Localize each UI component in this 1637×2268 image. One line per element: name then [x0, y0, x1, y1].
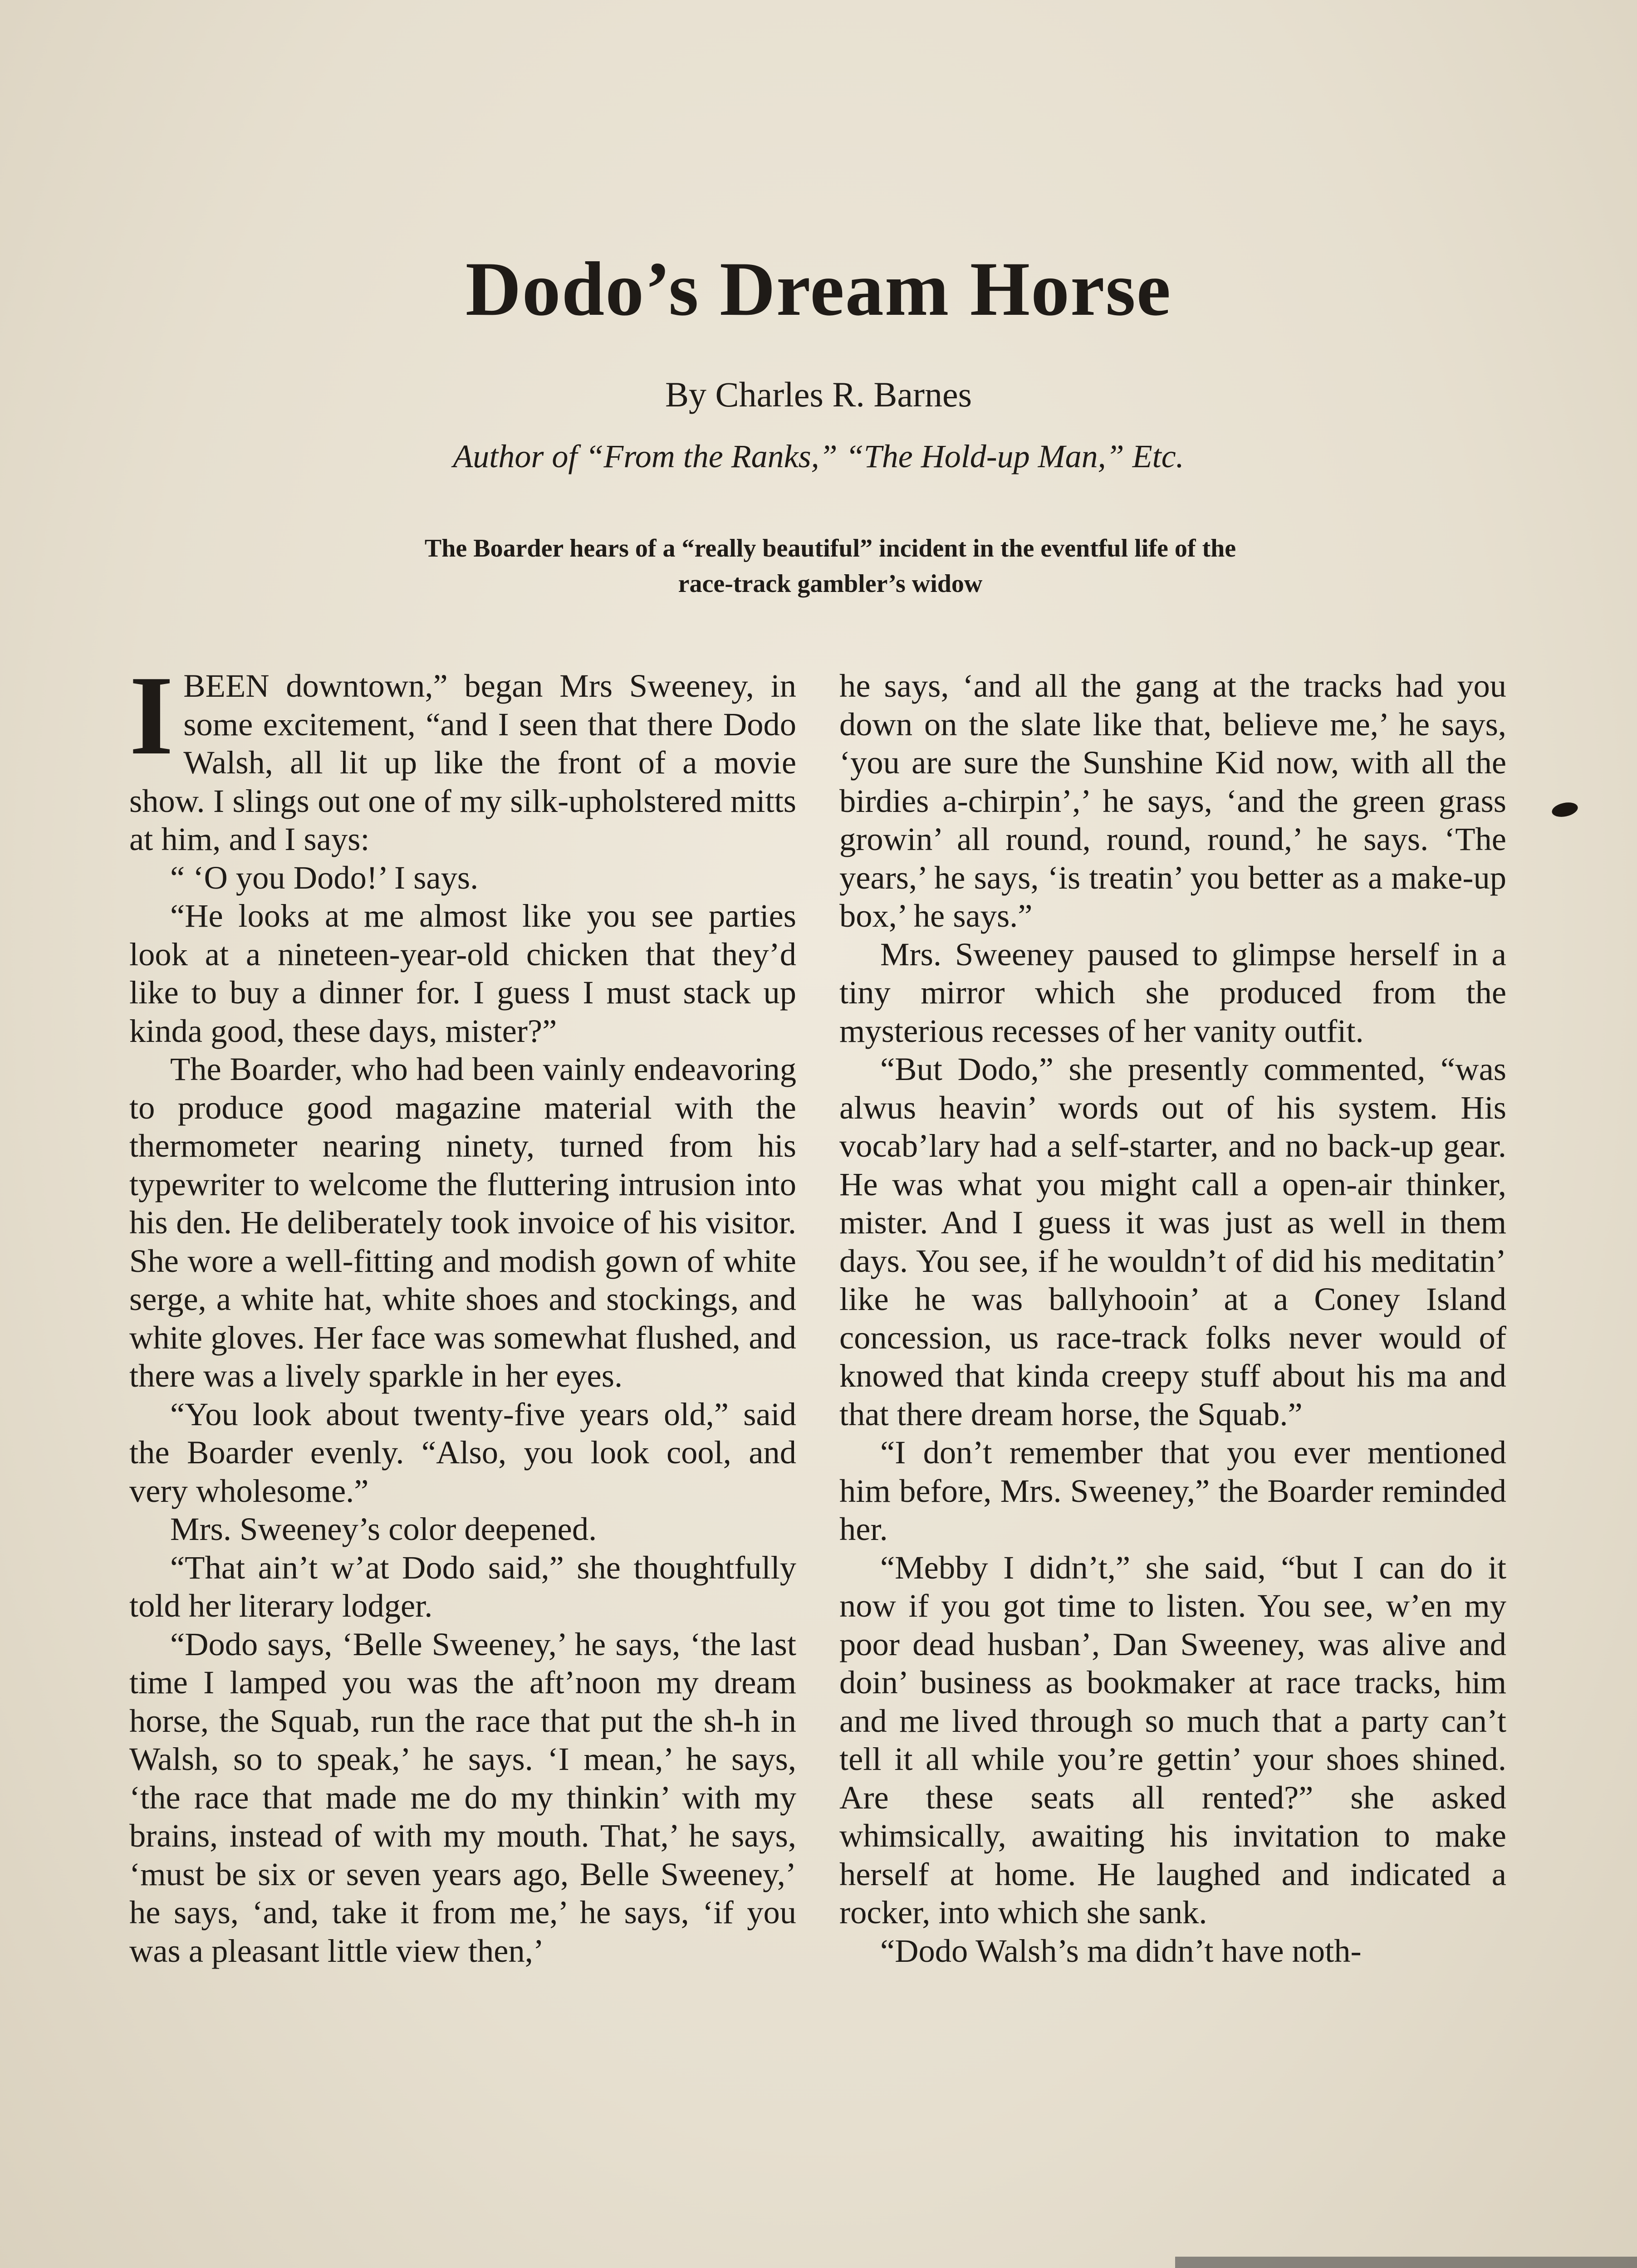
paragraph: The Boarder, who had been vainly endeavoring to produce good magazine material with the thermometer nearing ninety, turned from his typewriter to welcome the fluttering intrusion into his den. He deliberately took invoice of his visitor. She wore a well-fitting and modish gown of white serge, a white hat, white shoes and stockings, and white gloves. Her face was somewhat flushed, and there was a lively sparkle in her eyes. [129, 1051, 796, 1394]
paragraph: Mrs. Sweeney’s color deepened. [170, 1510, 597, 1547]
opening-paragraph-text: BEEN downtown,” began Mrs Sweeney, in some excitement, “and I seen that there Dodo Walsh, all lit up like the front of a movie show. I slings out one of my silk-upholstered mitts at him, and I says: [129, 667, 796, 857]
paragraph: “ ‘O you Dodo!’ I says. [170, 859, 479, 896]
continued-paragraph: he says, ‘and all the gang at the tracks had you down on the slate like that, believe me,’ he says, ‘you are sure the Sunshine Kid now, with all the birdies a-chirpin’,’ he says, ‘and the green grass growin’ all round, round, round,’ he says. ‘The years,’ he says, ‘is treatin’ you better as a make-up box,’ he says.” [839, 667, 1506, 934]
right-column [839, 667, 1506, 1970]
paragraph: “Dodo says, ‘Belle Sweeney,’ he says, ‘the last time I lamped you was the aft’noon my dream horse, the Squab, run the race that put the sh-h in Walsh, so to speak,’ he says. ‘I mean,’ he says, ‘the race that made me do my thinkin’ with my brains, instead of with my mouth. That,’ he says, ‘must be six or seven years ago, Belle Sweeney,’ he says, ‘and, take it from me,’ he says, ‘if you was a pleasant little view then,’ [129, 1625, 796, 1969]
opening-paragraph [129, 653, 796, 859]
paragraph: “Dodo Walsh’s ma didn’t have noth- [880, 1932, 1362, 1969]
paragraph: “But Dodo,” she presently commented, “was alwus heavin’ words out of his system. His vocab’lary had a self-starter, and no back-up gear. He was what you might call a open-air thinker, mister. And I guess it was just as well in them days. You see, if he wouldn’t of did his meditatin’ like he was ballyhooin’ at a Coney Island concession, us race-track folks never would of knowed that kinda creepy stuff about his ma and that there dream horse, the Squab.” [839, 1051, 1506, 1432]
ink-smudge [1551, 800, 1579, 819]
paragraph: “He looks at me almost like you see parties look at a nineteen-year-old chicken that they’d like to buy a dinner for. I guess I must stack up kinda good, these days, mister?” [129, 897, 796, 1049]
article-deck: The Boarder hears of a “really beautiful” incident in the eventful life of the race-track gambler’s widow [424, 534, 1236, 598]
paragraph: “Mebby I didn’t,” she said, “but I can do it now if you got time to listen. You see, w’en my poor dead husban’, Dan Sweeney, was alive and doin’ business as bookmaker at race tracks, him and me lived through so much that a party can’t tell it all while you’re gettin’ your shoes shined. Are these seats all rented?” she asked whimsically, awaiting his invitation to make herself at home. He laughed and indicated a rocker, into which she sank. [839, 1549, 1506, 1931]
article-byline: By Charles R. Barnes [665, 375, 972, 414]
paragraph: Mrs. Sweeney paused to glimpse herself in a tiny mirror which she produced from the mysterious recesses of her vanity outfit. [839, 935, 1506, 1049]
author-credits: Author of “From the Ranks,” “The Hold-up Man,” Etc. [453, 438, 1184, 474]
paragraph: “You look about twenty-five years old,” said the Boarder evenly. “Also, you look cool, and very wholesome.” [129, 1395, 796, 1509]
drop-cap: I [129, 653, 174, 778]
paragraph: “That ain’t w’at Dodo said,” she thoughtfully told her literary lodger. [129, 1549, 796, 1624]
left-column [129, 653, 796, 1970]
site-watermark [1175, 2257, 1637, 2268]
article-title: Dodo’s Dream Horse [465, 246, 1172, 332]
paragraph: “I don’t remember that you ever mentioned him before, Mrs. Sweeney,” the Boarder reminded her. [839, 1434, 1506, 1547]
